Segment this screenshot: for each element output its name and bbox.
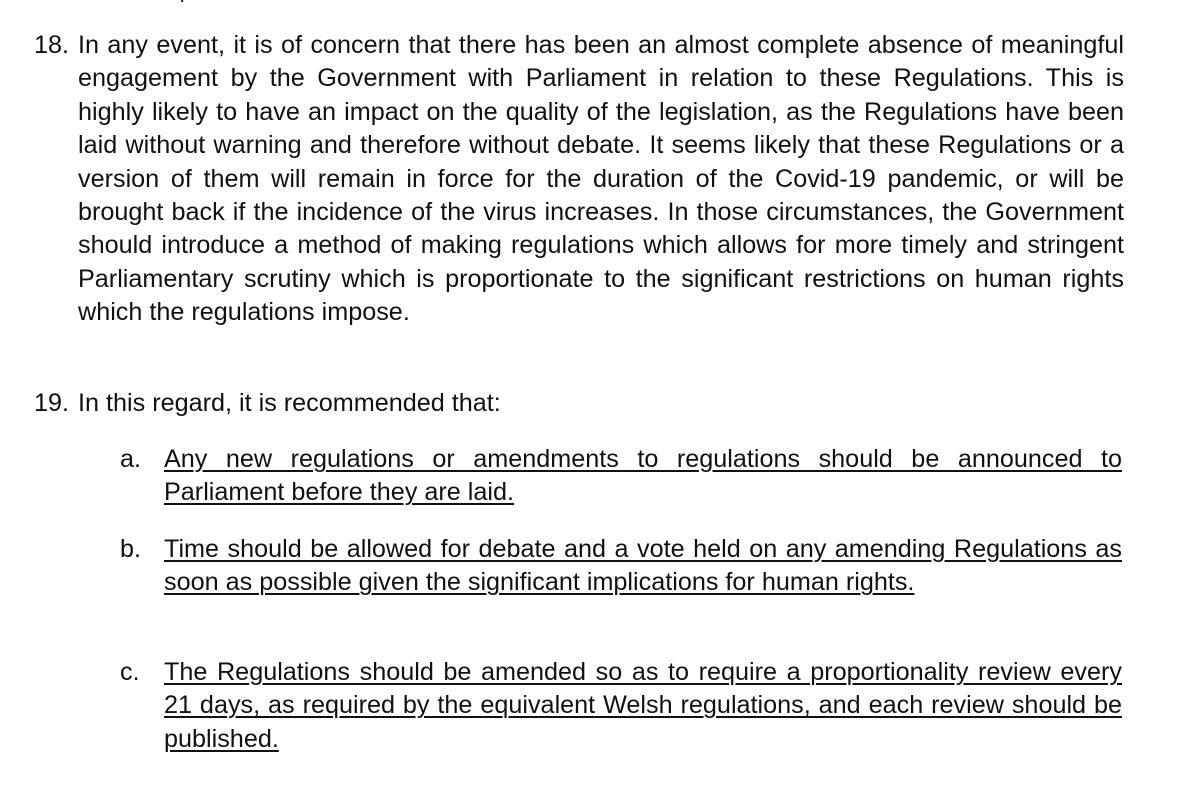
recommendation-text: Any new regulations or amendments to regulations should be announced to Parliament before they are laid. — [164, 445, 1122, 507]
recommendation-text: The Regulations should be amended so as to require a proportionality review every 21 days, as required by the equivalent Welsh regulations, and each review should be published. — [164, 658, 1122, 753]
recommendation-letter: b. — [120, 535, 142, 563]
paragraph-number: 19. — [34, 389, 70, 417]
paragraph-19 — [34, 387, 1124, 420]
recommendation-a — [120, 443, 1122, 510]
paragraph-number: 18. — [34, 31, 70, 59]
recommendation-text: Time should be allowed for debate and a vote held on any amending Regulations as soon as possible given the significant implications for human rights. — [164, 535, 1122, 597]
recommendation-letter: a. — [120, 445, 142, 473]
recommendation-c — [120, 656, 1122, 756]
recommendation-letter: c. — [120, 658, 140, 686]
paragraph-18 — [34, 29, 1124, 330]
recommendation-b — [120, 533, 1122, 600]
paragraph-text: In this regard, it is recommended that: — [78, 389, 501, 417]
paragraph-text: In any event, it is of concern that there has been an almost complete absence of meaningful engagement by the Government with Parliament in relation to these Regulations. This is highly likely to have an impact on the quality of the legislation, as the Regulations have been laid without warning and therefore without debate. It seems likely that these Regulations or a version of them will remain in force for the duration of the Covid-19 pandemic, or will be brought back if the incidence of the virus increases. In those circumstances, the Government should introduce a method of making regulations which allows for more timely and stringent Parliamentary scrutiny which is proportionate to the significant restrictions on human rights which the regulations impose. — [78, 31, 1124, 327]
cropped-text-fragment — [176, 0, 190, 4]
